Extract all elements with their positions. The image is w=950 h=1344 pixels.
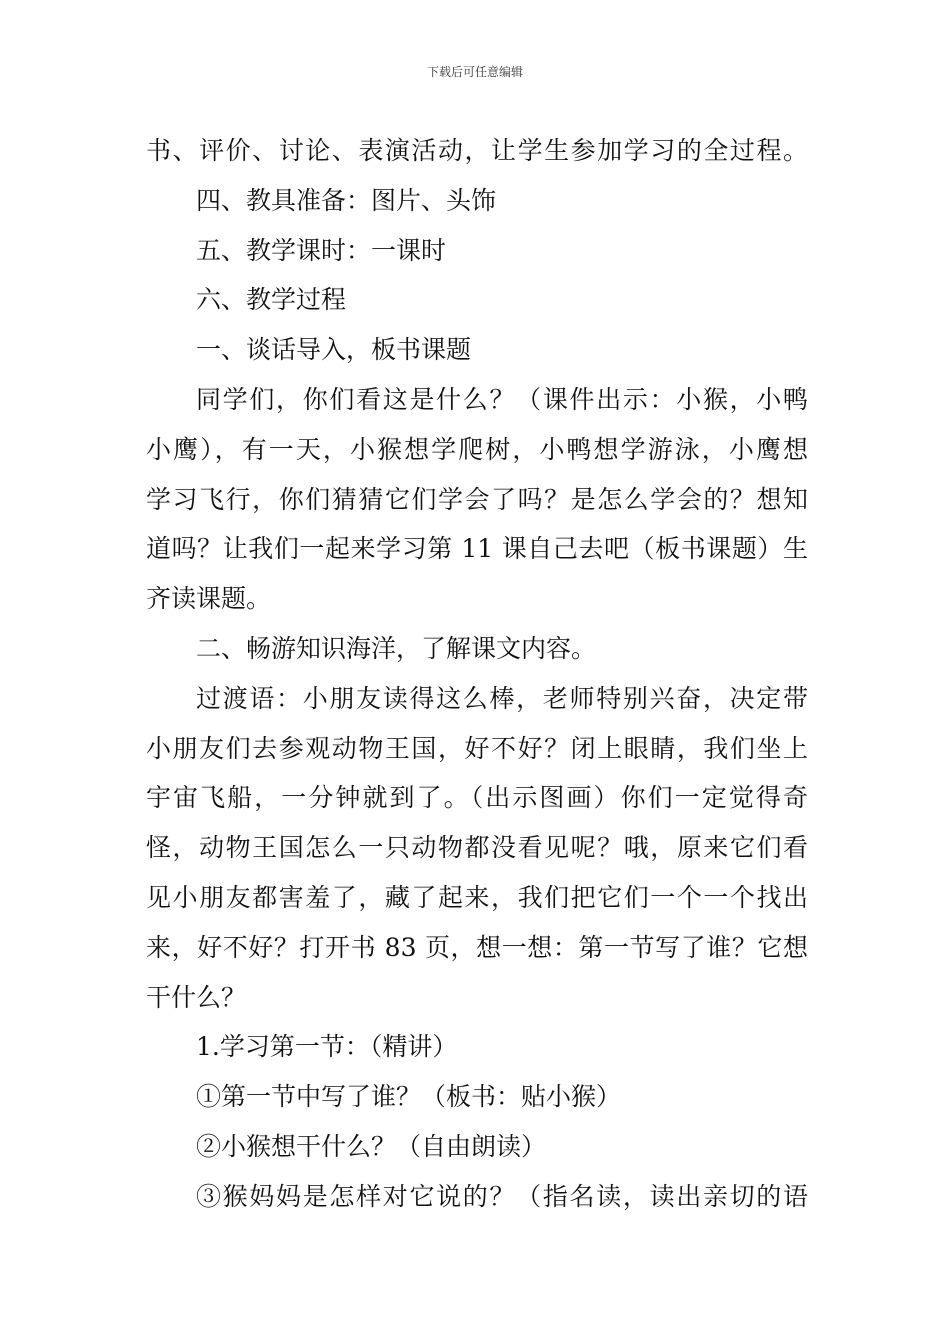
paragraph-line: 宇宙飞船，一分钟就到了。（出示图画）你们一定觉得奇 (146, 783, 808, 813)
document-body (146, 126, 808, 1222)
list-item: ③猴妈妈是怎样对它说的？（指名读，读出亲切的语 (196, 1181, 808, 1211)
section-heading: 一、谈话导入，板书课题 (196, 335, 472, 365)
paragraph-line: 小鹰），有一天，小猴想学爬树，小鸭想学游泳，小鹰想 (146, 434, 808, 464)
section-heading: 六、教学过程 (196, 285, 347, 315)
section-heading: 二、畅游知识海洋，了解课文内容。 (196, 633, 597, 663)
section-heading: 五、教学课时：一课时 (196, 235, 447, 265)
paragraph-line: 学习飞行，你们猜猜它们学会了吗？是怎么学会的？想知 (146, 484, 808, 514)
list-item: ②小猴想干什么？（自由朗读） (196, 1131, 547, 1161)
page-header: 下载后可任意编辑 (426, 65, 523, 79)
paragraph-line: 书、评价、讨论、表演活动，让学生参加学习的全过程。 (146, 136, 808, 165)
paragraph-line: 过渡语：小朋友读得这么棒，老师特别兴奋，决定带 (196, 683, 808, 713)
paragraph-line: 见小朋友都害羞了，藏了起来，我们把它们一个一个找出 (146, 882, 808, 912)
list-item: 1.学习第一节：（精讲） (196, 1032, 458, 1062)
section-heading: 四、教具准备：图片、头饰 (196, 185, 497, 215)
list-item: ①第一节中写了谁？（板书：贴小猴） (196, 1082, 622, 1112)
paragraph-line: 小朋友们去参观动物王国，好不好？闭上眼睛，我们坐上 (146, 733, 808, 763)
paragraph-line: 道吗？让我们一起来学习第 11 课自己去吧（板书课题）生 (146, 534, 808, 564)
paragraph-line: 齐读课题。 (146, 584, 272, 614)
paragraph-line: 怪，动物王国怎么一只动物都没看见呢？哦，原来它们看 (146, 833, 808, 863)
paragraph-line: 干什么？ (146, 982, 247, 1012)
paragraph-line: 同学们，你们看这是什么？（课件出示：小猴，小鸭 (196, 384, 808, 414)
paragraph-line: 来，好不好？打开书 83 页，想一想：第一节写了谁？它想 (146, 932, 808, 962)
